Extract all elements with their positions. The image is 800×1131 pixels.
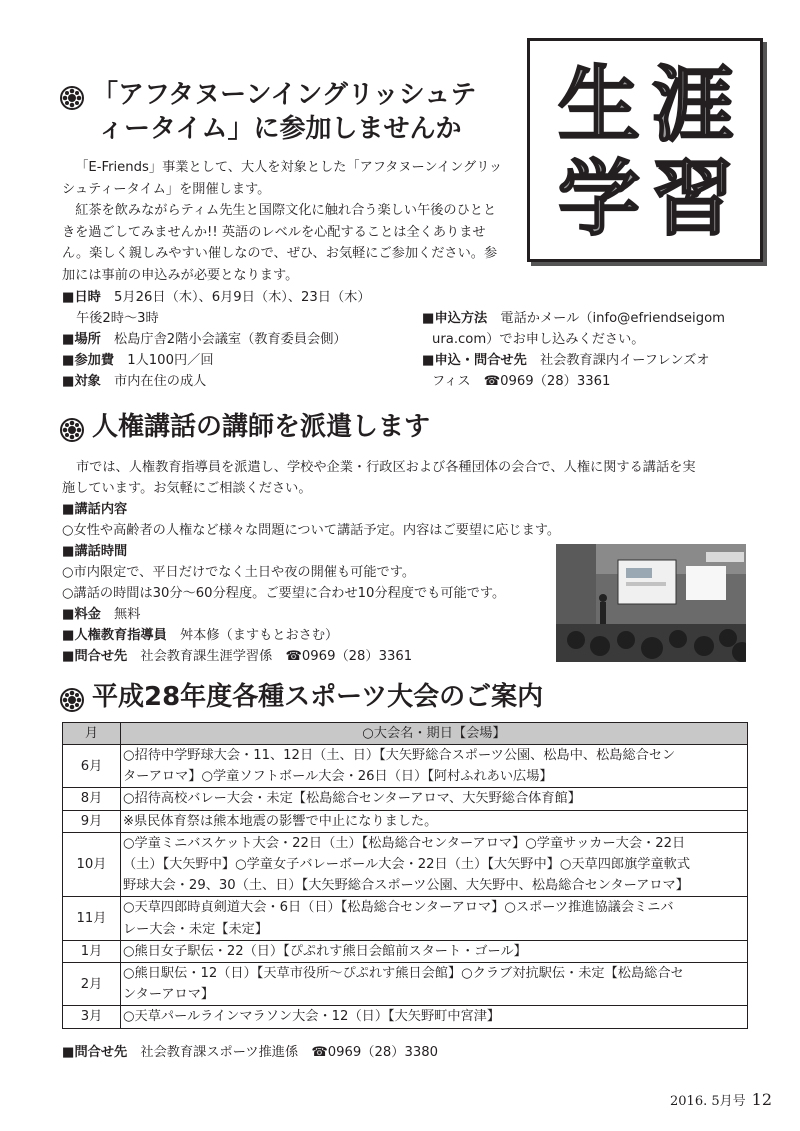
badge-char: 習 — [652, 152, 735, 247]
info-value: 5月26日（木）、6月9日（木）、23日（木） — [114, 290, 371, 305]
event-line: 野球大会・29、30（土、日）【大矢野総合スポーツ公園、大矢野中、松島総合センターアロマ】 — [123, 878, 689, 894]
info-value: 社会教育課内イーフレンズオ — [539, 353, 710, 368]
table-header-row — [63, 723, 748, 745]
info-place — [62, 329, 347, 351]
section2-title — [92, 410, 430, 444]
event-cell — [121, 963, 748, 1006]
flower-bullet-icon — [60, 688, 84, 712]
info-label: ■参加費 — [62, 353, 115, 368]
section2-intro-line: 市では、人権教育指導員を派遣し、学校や企業・行政区および各種団体の会合で、人権に関する講話を実 — [76, 460, 696, 475]
event-line: ○熊日女子駅伝・22（日）【ぴぷれす熊日会館前スタート・ゴール】 — [123, 943, 527, 959]
section1-paragraph: 紅茶を飲みながらティム先生と国際文化に触れ合う楽しい午後のひとときを過ごしてみませんか!! 英語のレベルを心配することは全くありません。楽しく親しみやすい催しなので、ぜひ、お気軽にご参加ください。参加には事前の申込みが必要となります。 — [62, 203, 498, 283]
contact-value: 社会教育課スポーツ推進係 ☎0969（28）3380 — [140, 1045, 439, 1060]
event-cell — [121, 788, 748, 810]
info-apply-method-cont — [432, 329, 644, 351]
table-row — [63, 940, 748, 962]
fee-value: 無料 — [114, 607, 141, 622]
month-cell: 6月 — [63, 745, 121, 788]
info-value: 電話かメール（info@efriendseigom — [500, 311, 725, 326]
fee-label: ■料金 — [62, 607, 101, 622]
section3-title — [92, 680, 543, 714]
event-cell — [121, 940, 748, 962]
month-cell: 1月 — [63, 940, 121, 962]
info-date — [62, 287, 371, 309]
section2-intro-line: 施しています。お気軽にご相談ください。 — [62, 481, 312, 496]
issue-label: 2016. 5月号 — [670, 1094, 746, 1109]
event-line: ○招待高校バレー大会・未定【松島総合センターアロマ、大矢野総合体育館】 — [123, 791, 581, 807]
info-fee — [62, 350, 214, 372]
event-line: ○天草四郎時貞剣道大会・6日（日）【松島総合センターアロマ】○スポーツ推進協議会ミニバ — [123, 900, 674, 916]
table-row — [63, 897, 748, 940]
section1-paragraph: 「E-Friends」事業として、大人を対象とした「アフタヌーンイングリッシュティータイム」を開催します。 — [62, 160, 503, 197]
table-row — [63, 963, 748, 1006]
contact-label: ■問合せ先 — [62, 649, 128, 664]
contact-label: ■問合せ先 — [62, 1045, 128, 1060]
time-text: ○講話の時間は30分～60分程度。ご要望に合わせ10分程度でも可能です。 — [62, 586, 506, 601]
info-label: ■申込方法 — [422, 311, 488, 326]
info-value: 市内在住の成人 — [114, 374, 207, 389]
content-label: ■講話内容 — [62, 502, 128, 517]
table-row — [63, 810, 748, 832]
section1-title-line: ィータイム」に参加しませんか — [98, 114, 462, 144]
flower-bullet-icon — [60, 86, 84, 110]
event-line: ンターアロマ】 — [123, 987, 215, 1003]
sports-schedule-table — [62, 722, 748, 1029]
info-label: ■日時 — [62, 290, 101, 305]
section1-body — [62, 157, 504, 286]
section2-title-text: 人権講話の講師を派遣します — [92, 412, 431, 442]
section3-title-text: 平成28年度各種スポーツ大会のご案内 — [92, 682, 544, 712]
event-cell — [121, 897, 748, 940]
badge-char: 生 — [558, 58, 641, 153]
contact-value: 社会教育課生涯学習係 ☎0969（28）3361 — [140, 649, 413, 664]
info-value: 午後2時～3時 — [76, 311, 159, 326]
month-cell: 2月 — [63, 963, 121, 1006]
event-line: （土）【大矢野中】○学童女子バレーボール大会・22日（土）【大矢野中】○天草四郎旗学童軟式 — [123, 857, 691, 873]
event-line: ○天草パールラインマラソン大会・12（日）【大矢野町中宮津】 — [123, 1009, 501, 1025]
info-label: ■申込・問合せ先 — [422, 353, 527, 368]
instructor-label: ■人権教育指導員 — [62, 628, 167, 643]
page-number: 12 — [751, 1090, 772, 1109]
table-row — [63, 788, 748, 810]
info-value: ura.com）でお申し込みください。 — [432, 332, 645, 347]
month-cell: 10月 — [63, 832, 121, 897]
instructor-line — [62, 625, 338, 647]
badge-char: 涯 — [652, 58, 735, 153]
info-value: 1人100円／回 — [127, 353, 214, 368]
flower-bullet-icon — [60, 418, 84, 442]
lecture-photo — [556, 544, 746, 662]
section1-title — [92, 78, 512, 146]
column-header-event: ○大会名・期日【会場】 — [121, 723, 748, 745]
table-row — [63, 1006, 748, 1028]
event-line: ○招待中学野球大会・11、12日（土、日）【大矢野総合スポーツ公園、松島中、松島総合セン — [123, 748, 676, 763]
column-header-month: 月 — [63, 723, 121, 745]
event-line: ※県民体育祭は熊本地震の影響で中止になりました。 — [123, 813, 438, 829]
info-value: フィス ☎0969（28）3361 — [432, 374, 611, 389]
event-cell — [121, 810, 748, 832]
instructor-value: 舛本修（ますもとおさむ） — [179, 628, 339, 643]
table-row — [63, 832, 748, 897]
page-footer — [670, 1090, 772, 1109]
month-cell: 11月 — [63, 897, 121, 940]
info-time — [76, 308, 159, 330]
event-cell — [121, 1006, 748, 1028]
info-target — [62, 371, 206, 393]
section1-title-line: 「アフタヌーンイングリッシュテ — [92, 80, 477, 110]
lifelong-learning-badge — [527, 38, 763, 262]
section2-contact-line — [62, 646, 412, 668]
event-line: ○熊日駅伝・12（日）【天草市役所～ぴぷれす熊日会館】○クラブ対抗駅伝・未定【松島総合セ — [123, 966, 684, 982]
info-contact — [422, 350, 710, 372]
event-line: レー大会・未定【未定】 — [123, 921, 269, 937]
month-cell: 8月 — [63, 788, 121, 810]
event-line: ○学童ミニバスケット大会・22日（土）【松島総合センターアロマ】○学童サッカー大会・22日 — [123, 835, 686, 851]
month-cell: 9月 — [63, 810, 121, 832]
info-value: 松島庁舎2階小会議室（教育委員会側） — [114, 332, 347, 347]
fee-line — [62, 604, 140, 626]
content-text: ○女性や高齢者の人権など様々な問題について講話予定。内容はご要望に応じます。 — [62, 523, 561, 538]
info-label: ■場所 — [62, 332, 101, 347]
badge-char: 学 — [558, 152, 641, 247]
event-cell — [121, 832, 748, 897]
info-apply-method — [422, 308, 725, 330]
info-label: ■対象 — [62, 374, 101, 389]
month-cell: 3月 — [63, 1006, 121, 1028]
table-row — [63, 745, 748, 788]
section3-contact-line — [62, 1042, 438, 1064]
time-label: ■講話時間 — [62, 544, 128, 559]
event-line: ターアロマ】○学童ソフトボール大会・26日（日）【阿村ふれあい広場】 — [123, 769, 553, 785]
time-text: ○市内限定で、平日だけでなく土日や夜の開催も可能です。 — [62, 565, 416, 580]
event-cell — [121, 745, 748, 788]
info-contact-cont — [432, 371, 610, 393]
